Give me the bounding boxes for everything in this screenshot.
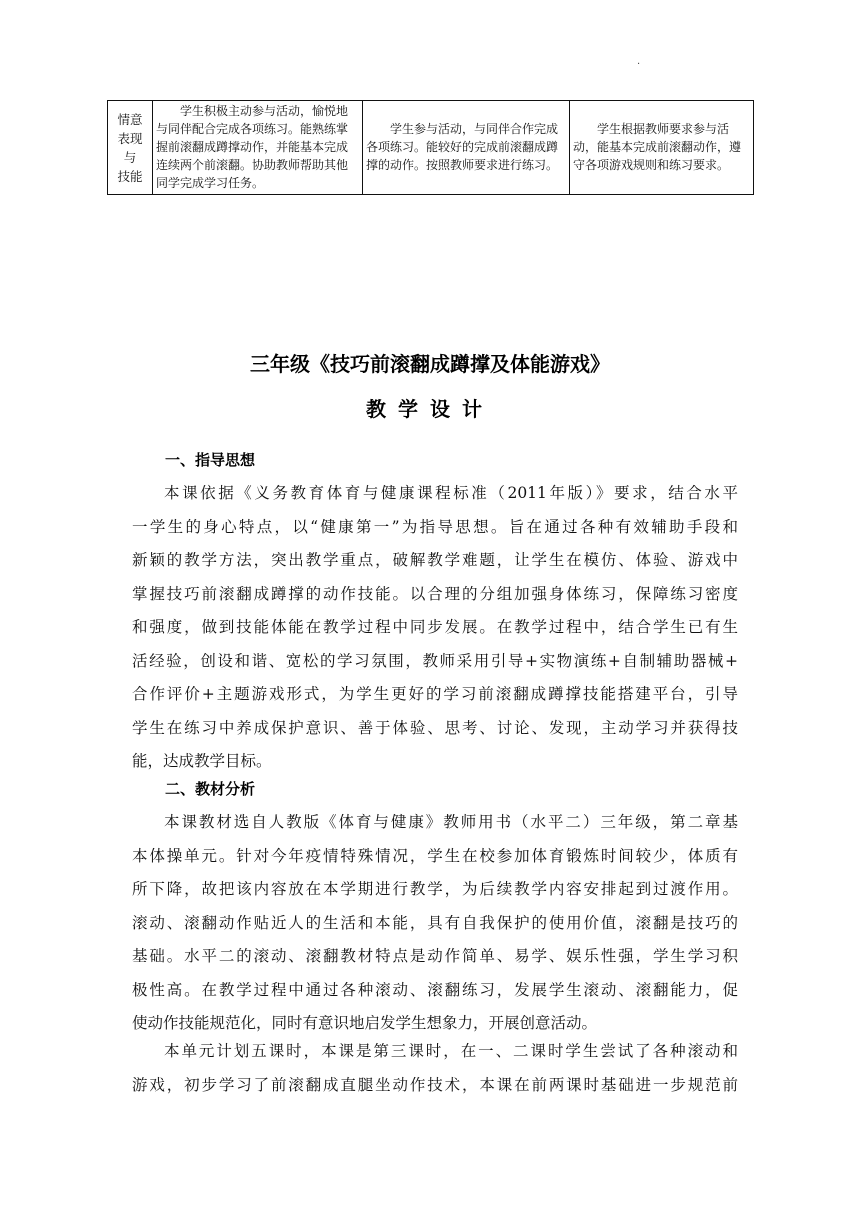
document-title: 三年级《技巧前滚翻成蹲撑及体能游戏》: [250, 352, 610, 376]
paragraph-material-analysis: [132, 806, 738, 1041]
text-line: 掌握技巧前滚翻成蹲撑的动作技能。以合理的分组加强身体练习，保障练习密度: [132, 584, 738, 603]
paragraph-lesson-plan: [132, 1035, 738, 1102]
document-subtitle: 教学设计: [366, 397, 494, 421]
section-heading-guiding-ideology: 一、指导思想: [165, 451, 256, 469]
text-line: 本课教材选自人教版《体育与健康》教师用书（水平二）三年级，第二章基: [164, 813, 738, 831]
text-line: 使动作技能规范化，同时有意识地启发学生想象力，开展创意活动。: [132, 1014, 598, 1032]
table-cell-excellent: 学生积极主动参与活动，愉悦地与同伴配合完成各项练习。能熟练掌握前滚翻成蹲撑动作，并能基本完成连续两个前滚翻。协助教师帮助其他同学完成学习任务。: [153, 101, 363, 195]
text-line: 本单元计划五课时，本课是第三课时，在一、二课时学生尝试了各种滚动和: [164, 1042, 738, 1060]
text-line: 学生在练习中养成保护意识、善于体验、思考、讨论、发现，主动学习并获得技: [132, 718, 738, 737]
text-line: 滚动、滚翻动作贴近人的生活和本能，具有自我保护的使用价值，滚翻是技巧的: [132, 913, 738, 932]
text-line: 新颖的教学方法，突出教学重点，破解教学难题，让学生在模仿、体验、游戏中: [132, 551, 738, 569]
evaluation-table: [107, 100, 754, 195]
paragraph-guiding-ideology: [132, 477, 738, 779]
text-line: 能，达成教学目标。: [132, 752, 272, 770]
table-cell-pass: 学生根据教师要求参与活动，能基本完成前滚翻动作，遵守各项游戏规则和练习要求。: [570, 101, 754, 195]
table-cell-good: 学生参与活动，与同伴合作完成各项练习。能较好的完成前滚翻成蹲撑的动作。按照教师要求进行练习。: [363, 101, 570, 195]
page-mark: .: [637, 56, 641, 67]
row-label-line: 与: [123, 149, 137, 165]
section-heading-material-analysis: 二、教材分析: [165, 780, 256, 798]
row-label-line: 情意: [117, 111, 143, 127]
row-label-line: 表现: [117, 130, 143, 146]
text-line: 基础。水平二的滚动、滚翻教材特点是动作简单、易学、娱乐性强，学生学习积: [132, 947, 738, 965]
text-line: 游戏，初步学习了前滚翻成直腿坐动作技术，本课在前两课时基础进一步规范前: [132, 1075, 738, 1094]
text-line: 所下降，故把该内容放在本学期进行教学，为后续教学内容安排起到过渡作用。: [132, 880, 738, 898]
row-label-line: 技能: [117, 168, 143, 184]
text-line: 本体操单元。针对今年疫情特殊情况，学生在校参加体育锻炼时间较少，体质有: [132, 846, 738, 865]
text-line: 极性高。在教学过程中通过各种滚动、滚翻练习，发展学生滚动、滚翻能力，促: [132, 980, 738, 999]
text-line: 合作评价+主题游戏形式，为学生更好的学习前滚翻成蹲撑技能搭建平台，引导: [132, 685, 738, 703]
text-line: 和强度，做到技能体能在教学过程中同步发展。在教学过程中，结合学生已有生: [132, 618, 738, 636]
text-line: 活经验，创设和谐、宽松的学习氛围，教师采用引导+实物演练+自制辅助器械+: [132, 651, 738, 670]
text-line: 本课依据《义务教育体育与健康课程标准（2011年版）》要求，结合水平: [164, 484, 738, 502]
row-label: [108, 101, 153, 195]
text-line: 一学生的身心特点，以“健康第一”为指导思想。旨在通过各种有效辅助手段和: [132, 517, 738, 536]
table-row: [108, 101, 754, 195]
